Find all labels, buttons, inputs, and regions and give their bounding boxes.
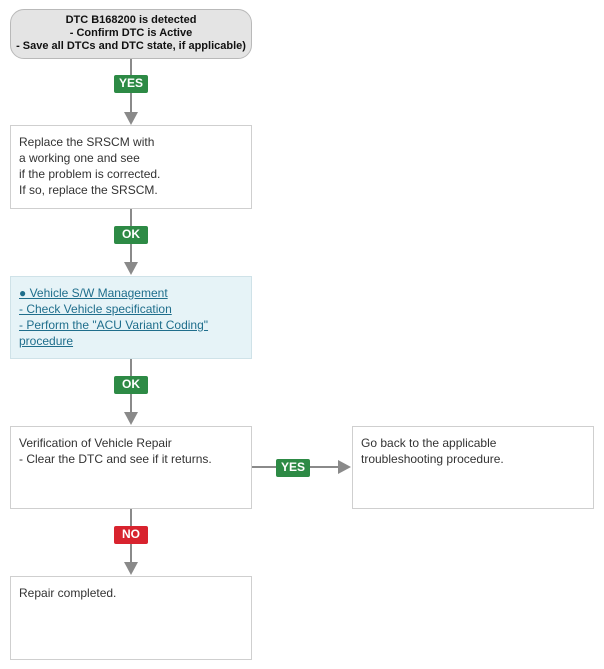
start-node-dtc-detected [10, 9, 252, 59]
acu-variant-coding-link[interactable]: - Perform the "ACU Variant Coding" [19, 318, 209, 332]
repair-completed-box [10, 576, 252, 660]
arrow-head [124, 412, 138, 425]
side-line-1: Go back to the applicable [361, 436, 497, 450]
start-line-1: DTC B168200 is detected [65, 14, 197, 26]
start-line-2: - Confirm DTC is Active [69, 27, 193, 39]
step1-line-3: if the problem is corrected. [19, 167, 161, 181]
step1-line-2: a working one and see [19, 151, 140, 165]
procedure-link[interactable]: procedure [19, 334, 74, 348]
step3-line-1: Verification of Vehicle Repair [19, 436, 172, 450]
ok-badge-2: OK [114, 376, 148, 394]
verification-box [10, 426, 252, 509]
replace-srscm-box [10, 125, 252, 209]
step1-line-1: Replace the SRSCM with [19, 135, 155, 149]
yes-badge-1: YES [114, 75, 148, 93]
step1-line-4: If so, replace the SRSCM. [19, 183, 158, 197]
yes-badge-2: YES [276, 459, 310, 477]
arrow-head [124, 262, 138, 275]
check-vehicle-specification-link[interactable]: - Check Vehicle specification [19, 302, 172, 316]
ok-badge-1: OK [114, 226, 148, 244]
start-line-3: - Save all DTCs and DTC state, if applicable) [16, 40, 246, 52]
step4-line-1: Repair completed. [19, 586, 117, 600]
go-back-box [352, 426, 594, 509]
step3-line-2: - Clear the DTC and see if it returns. [19, 452, 212, 466]
arrow-head [124, 112, 138, 125]
vehicle-sw-management-link[interactable]: ● Vehicle S/W Management [19, 286, 168, 300]
side-line-2: troubleshooting procedure. [361, 452, 504, 466]
no-badge: NO [114, 526, 148, 544]
vehicle-sw-management-box [10, 276, 252, 359]
arrow-head [124, 562, 138, 575]
arrow-head [338, 460, 351, 474]
